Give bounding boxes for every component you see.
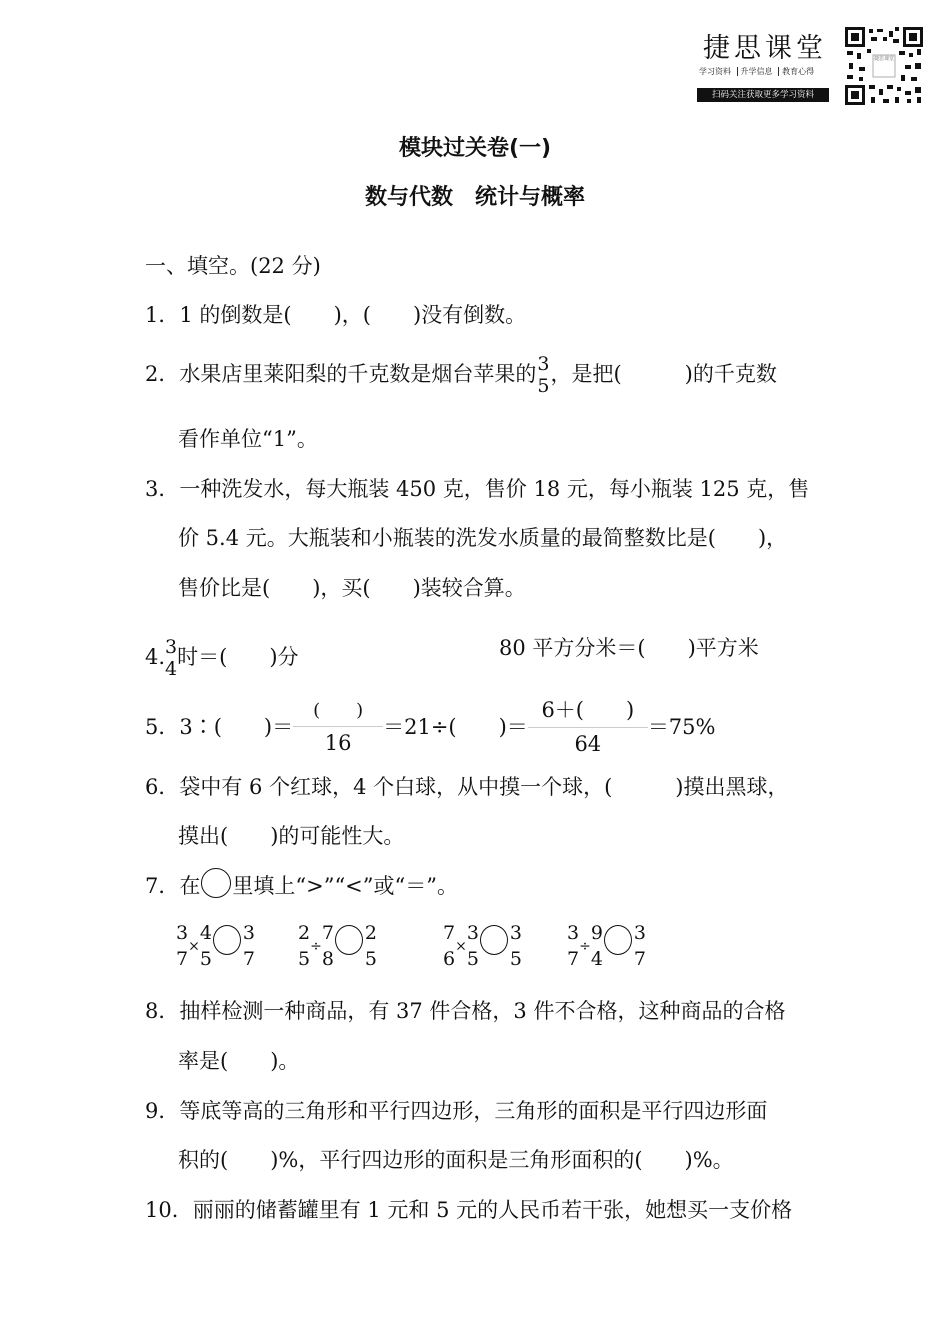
brand-tags [699,66,814,77]
answer-circle-3[interactable] [480,925,508,955]
q4-prefix: 4. [145,645,166,669]
question-8-line2: 率是( )。 [178,1049,300,1073]
page-subtitle: 数与代数 统计与概率 [364,185,585,210]
q7-1-d1: 7 [176,948,189,970]
question-4 [145,638,299,679]
q5-f2-denominator: 64 [574,732,602,756]
q5-fraction-2 [528,700,648,755]
q7-3-d2: 5 [466,948,479,970]
question-5 [145,700,716,755]
answer-circle-4[interactable] [604,925,632,955]
q5-text-c: ＝75% [647,715,716,739]
q7-1-n1: 3 [176,922,189,944]
q7-1-d2: 5 [199,948,212,970]
qr-code-icon [845,27,923,105]
q2-frac-denominator: 5 [537,375,550,397]
question-6-line1: 6．袋中有 6 个红球，4 个白球，从中摸一个球，( )摸出黑球， [145,775,789,799]
question-2-cont: 看作单位“1”。 [178,427,318,451]
q5-f1-denominator: 16 [324,730,352,755]
tag-study-material: 学习资料 [699,67,731,76]
q7-item-1 [176,924,255,969]
q4-frac-numerator: 3 [165,636,178,658]
q4-fraction [165,638,177,679]
q7-item-2 [298,924,377,969]
q7-item-3 [443,924,522,969]
question-8-line1: 8．抽样检测一种商品，有 37 件合格，3 件不合格，这种商品的合格 [145,999,786,1023]
q7-3-d3: 5 [509,948,523,970]
q2-frac-numerator: 3 [537,353,550,375]
page-title: 模块过关卷(一) [398,136,552,161]
question-9-line1: 9．等底等高的三角形和平行四边形，三角形的面积是平行四边形面 [145,1099,768,1123]
q2-text-a: 2．水果店里莱阳梨的千克数是烟台苹果的 [145,362,537,386]
q7-item-4 [567,924,646,969]
compare-circle-icon [201,868,231,898]
q7-3-d1: 6 [443,948,456,970]
q7-2-n3: 2 [364,922,378,944]
q7-2-n1: 2 [298,922,311,944]
q7-3-op: × [455,938,467,955]
q5-f1-numerator: ( ) [313,699,364,721]
tag-education-notes: 教育心得 [782,67,815,76]
q7-text-a: 7．在 [145,874,201,898]
question-4-b: 80 平方分米＝( )平方米 [499,636,759,660]
q7-2-d1: 5 [298,948,311,970]
q7-4-n1: 3 [567,922,580,944]
brand-banner: 扫码关注获取更多学习资料 [697,88,829,102]
q7-4-d3: 7 [633,948,647,970]
q5-text-b: ＝21÷( )＝ [383,715,528,739]
tag-admission-info: 升学信息 [740,67,773,76]
q7-4-d1: 7 [567,948,580,970]
q2-fraction [537,355,549,396]
q5-text-a: 5．3∶( )＝ [145,715,294,739]
question-3-line1: 3．一种洗发水，每大瓶装 450 克，售价 18 元，每小瓶装 125 克，售 [145,477,810,501]
q4-text-a: 时＝( )分 [177,645,299,669]
section-heading: 一、填空。(22 分) [145,254,321,278]
q7-text-b: 里填上“>”“<”或“＝”。 [232,874,458,898]
question-10: 10．丽丽的储蓄罐里有 1 元和 5 元的人民币若干张，她想买一支价格 [145,1198,793,1222]
question-2 [145,355,777,396]
question-3-line3: 售价比是( )，买( )装较合算。 [178,576,526,600]
question-1: 1．1 的倒数是( )，( )没有倒数。 [145,303,527,327]
q7-3-n1: 7 [443,922,456,944]
q7-1-d3: 7 [242,948,256,970]
q7-1-op: × [188,938,200,955]
question-3-line2: 价 5.4 元。大瓶装和小瓶装的洗发水质量的最简整数比是( )， [178,526,788,550]
q7-1-n2: 4 [199,922,212,944]
q7-4-n3: 3 [633,922,647,944]
q7-4-op: ÷ [579,938,591,955]
q5-f2-numerator: 6＋( ) [541,698,635,722]
answer-circle-2[interactable] [335,925,363,955]
q7-2-d3: 5 [364,948,378,970]
q7-2-n2: 7 [321,922,334,944]
q5-fraction-1 [293,699,383,755]
q4-frac-denominator: 4 [165,658,178,680]
brand-logo-text: 捷思课堂 [703,33,827,64]
qr-center-label: 捷思课堂 [873,56,894,62]
q7-4-d2: 4 [590,948,603,970]
q7-4-n2: 9 [590,922,603,944]
q7-3-n2: 3 [466,922,479,944]
q7-3-n3: 3 [509,922,523,944]
q7-2-d2: 8 [321,948,334,970]
question-9-line2: 积的( )%，平行四边形的面积是三角形面积的( )%。 [178,1148,734,1172]
question-7 [145,876,458,898]
q7-1-n3: 3 [242,922,256,944]
q7-2-op: ÷ [310,938,322,955]
question-6-line2: 摸出( )的可能性大。 [178,824,405,848]
q2-text-b: ，是把( )的千克数 [550,362,777,386]
answer-circle-1[interactable] [213,925,241,955]
